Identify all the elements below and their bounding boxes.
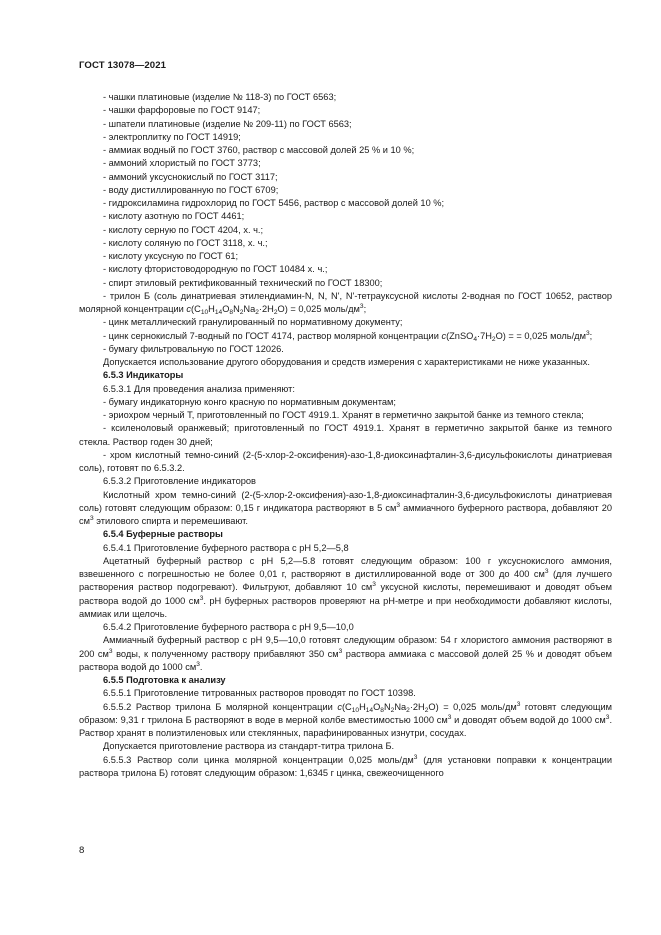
list-item: - аммиак водный по ГОСТ 3760, раствор с массовой долей 25 % и 10 %; bbox=[103, 145, 415, 155]
paragraph: 6.5.4.2 Приготовление буферного раствора с рН 9,5—10,0 bbox=[103, 622, 354, 632]
list-item: - кислоту серную по ГОСТ 4204, х. ч.; bbox=[103, 224, 264, 235]
list-item: - кислоту соляную по ГОСТ 3118, х. ч.; bbox=[103, 237, 268, 248]
list-item: - кислоту уксусную по ГОСТ 61; bbox=[103, 251, 239, 261]
list-item: - чашки фарфоровые по ГОСТ 9147; bbox=[103, 105, 261, 116]
paragraph: Допускается приготовление раствора из стандарт-титра трилона Б. bbox=[103, 741, 395, 752]
paragraph: 6.5.5.1 Приготовление титрованных растворов проводят по ГОСТ 10398. bbox=[103, 688, 416, 699]
list-item: - гидроксиламина гидрохлорид по ГОСТ 5456, раствор с массовой долей 10 %; bbox=[103, 198, 445, 208]
list-item: - ксиленоловый оранжевый; приготовленный по ГОСТ 4919.1. Хранят в герметично закрытой банке из темного стекла. Раствор годен 30 дней; bbox=[79, 423, 612, 447]
list-item: - чашки платиновые (изделие № 118-3) по ГОСТ 6563; bbox=[103, 92, 337, 102]
list-item: - эриохром черный Т, приготовленный по ГОСТ 4919.1. Хранят в герметично закрытой банке из темного стекла; bbox=[103, 410, 584, 420]
document-body bbox=[79, 91, 612, 780]
paragraph: Кислотный хром темно-синий (2-(5-хлор-2-оксифения)-азо-1,8-диоксинафталин-3,6-дисульфокислоты динатриевая соль) готовят следующим образом: 0,15 г индикатора растворяют в 5 $см^3$ аммиачного буферного раствора, добавляют 20 $см^3$ этилового спирта и перемешивают. bbox=[79, 489, 612, 526]
list-item: - бумагу индикаторную конго красную по нормативным документам; bbox=[103, 396, 396, 407]
paragraph: Допускается использование другого оборудования и средств измерения с характеристиками не ниже указанных. bbox=[103, 357, 590, 367]
paragraph: 6.5.5.3 Раствор соли цинка молярной концентрации 0,025 моль/$дм^3$ (для установки поправки к концентрации раствора трилона Б) готовят следующим образом: 1,6345 г цинка, свежеочищенного bbox=[79, 753, 613, 778]
list-item: - спирт этиловый ректификованный технический по ГОСТ 18300; bbox=[103, 277, 383, 288]
list-item: - аммоний уксуснокислый по ГОСТ 3117; bbox=[103, 171, 278, 182]
section-heading: 6.5.4 Буферные растворы bbox=[103, 529, 223, 540]
list-item: - кислоту азотную по ГОСТ 4461; bbox=[103, 211, 245, 222]
list-item-zinc-sulfate: - цинк сернокислый 7-водный по ГОСТ 4174, раствор молярной концентрации $c(ZnSO_4\cdot 7H_2O)$ = = 0,025 моль/$дм^3$; bbox=[103, 329, 593, 343]
paragraph: 6.5.4.1 Приготовление буферного раствора с рН 5,2—5,8 bbox=[103, 542, 349, 553]
section-heading: 6.5.5 Подготовка к анализу bbox=[103, 675, 226, 685]
document-header: ГОСТ 13078—2021 bbox=[79, 60, 167, 71]
page-number: 8 bbox=[79, 845, 85, 856]
section-heading: 6.5.3 Индикаторы bbox=[103, 370, 184, 381]
list-item: - электроплитку по ГОСТ 14919; bbox=[103, 131, 241, 142]
list-item: - воду дистиллированную по ГОСТ 6709; bbox=[103, 184, 279, 195]
paragraph: 6.5.3.1 Для проведения анализа применяют: bbox=[103, 383, 295, 394]
list-item: - цинк металлический гранулированный по нормативному документу; bbox=[103, 317, 403, 328]
list-item-trilon: - трилон Б (соль динатриевая этилендиамин-N, N, N', N'-тетрауксусной кислоты 2-водная по ГОСТ 10652, раствор молярной концентрации $c(C_{10}H_{14}O_8N_2Na_2\cdot 2H_2O) = 0,025$ моль/$дм^3$; bbox=[79, 290, 612, 316]
list-item: - кислоту фтористоводородную по ГОСТ 10484 х. ч.; bbox=[103, 264, 328, 275]
list-item: - хром кислотный темно-синий (2-(5-хлор-2-оксифения)-азо-1,8-диоксинафталин-3,6-дисульфокислоты динатриевая соль), готовят по 6.5.3.2. bbox=[79, 449, 612, 473]
list-item: - бумагу фильтровальную по ГОСТ 12026. bbox=[103, 343, 284, 354]
paragraph: 6.5.3.2 Приготовление индикаторов bbox=[103, 476, 256, 487]
list-item: - шпатели платиновые (изделие № 209-11) по ГОСТ 6563; bbox=[103, 118, 352, 129]
paragraph: Ацетатный буферный раствор с рН 5,2—5.8 готовят следующим образом: 100 г уксуснокислого аммония, взвешенного с погрешностью не более 0,01 г, растворяют в дистиллированной воде от 300 до 400 $см^3$ (для лучшего растворения раствор подогревают). Фильтруют, добавляют 10 $см^3$ уксусной кислоты, перемешивают и доводят объем раствора водой до 1000 $см^3$. рН буферных растворов проверяют на рН-метре и при необходимости добавляют кислоты, аммиак или щелочь. bbox=[79, 555, 612, 619]
paragraph: 6.5.5.2 Раствор трилона Б молярной концентрации $c(C_{10}H_{14}O_8N_2Na_2\cdot 2H_2O) = 0,025$ моль/$дм^3$ готовят следующим образом: 9,31 г трилона Б растворяют в воде в мерной колбе вместимостью 1000 $см^3$ и доводят объем водой до 1000 $см^3$. Раствор хранят в полиэтиленовых или стеклянных, парафинированных изнутри, сосудах. bbox=[79, 700, 613, 738]
list-item: - аммоний хлористый по ГОСТ 3773; bbox=[103, 158, 261, 169]
paragraph: Аммиачный буферный раствор с рН 9,5—10,0 готовят следующим образом: 54 г хлористого аммония растворяют в 200 $см^3$ воды, к полученному раствору прибавляют 350 $см^3$ раствора аммиака с массовой долей 25 % и доводят объем раствора водой до 1000 $см^3$. bbox=[79, 635, 613, 672]
